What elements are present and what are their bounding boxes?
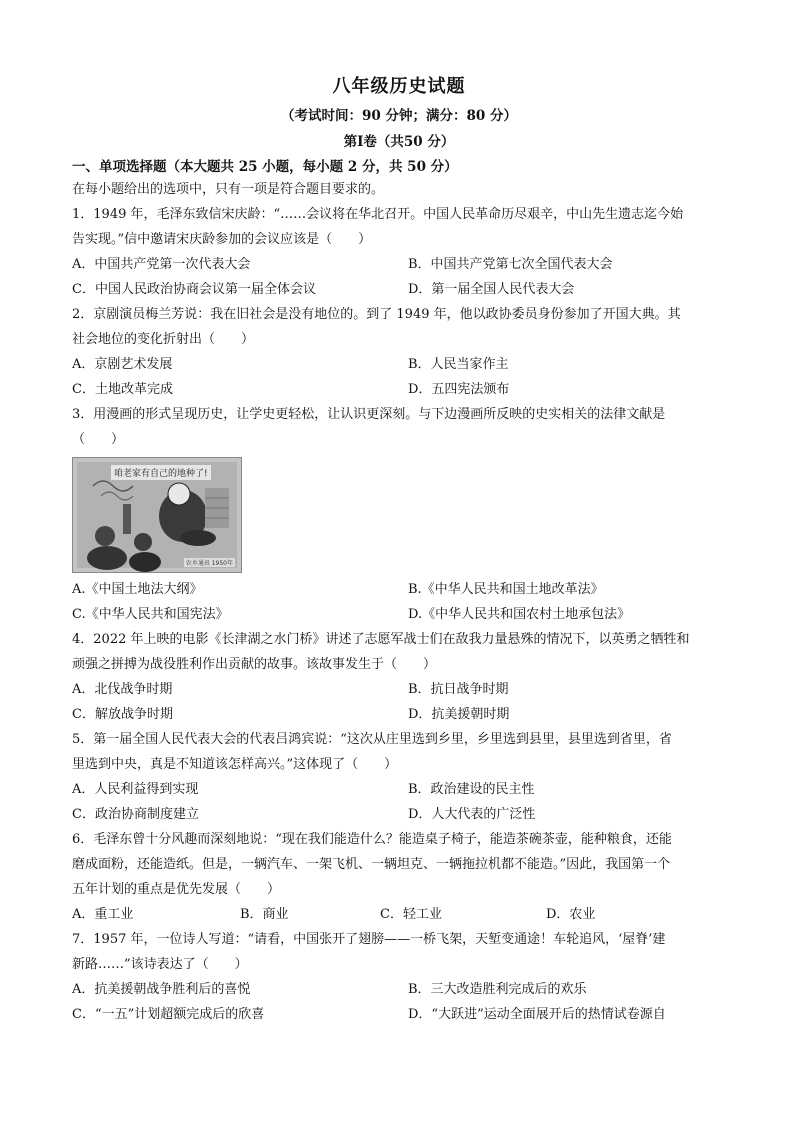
question-6-option-c: C．轻工业 [380, 907, 442, 922]
question-7-option-a: A．抗美援朝战争胜利后的喜悦 [72, 982, 251, 997]
section-heading: 一、单项选择题（本大题共 25 小题，每小题 2 分，共 50 分） [72, 159, 458, 175]
question-5-option-c: C．政治协商制度建立 [72, 807, 199, 822]
question-4-line-2: 顽强之拼搏为战役胜利作出贡献的故事。该故事发生于（ ） [72, 657, 437, 672]
question-4-line-1: 4．2022 年上映的电影《长津湖之水门桥》讲述了志愿军战士们在敌我力量悬殊的情况下，以英勇之牺牲和 [72, 632, 690, 647]
question-3-line-2: （ ） [72, 432, 125, 447]
question-6-option-d: D．农业 [546, 907, 596, 922]
question-6-option-a: A．重工业 [72, 907, 134, 922]
question-1-option-b: B．中国共产党第七次全国代表大会 [408, 257, 613, 272]
question-3-line-1: 3．用漫画的形式呈现历史，让学史更轻松，让认识更深刻。与下边漫画所反映的史实相关的法律文献是 [72, 407, 666, 422]
question-3-option-d: D.《中华人民共和国农村土地承包法》 [408, 607, 631, 622]
question-3-option-a: A.《中国土地法大纲》 [72, 582, 203, 597]
question-3-option-b: B.《中华人民共和国土地改革法》 [408, 582, 604, 597]
cartoon-caption: 咱老家有自己的地种了! [111, 465, 211, 480]
question-5-option-b: B．政治建设的民主性 [408, 782, 535, 797]
question-5-line-1: 5．第一届全国人民代表大会的代表吕鸿宾说：“这次从庄里选到乡里，乡里选到县里，县里选到省里，省 [72, 732, 672, 747]
cartoon-image [72, 457, 242, 573]
question-2-option-c: C．土地改革完成 [72, 382, 173, 397]
exam-title: 八年级历史试题 [332, 76, 466, 97]
question-1-line-2: 告实现。”信中邀请宋庆龄参加的会议应该是（ ） [72, 232, 372, 247]
question-5-line-2: 里选到中央，真是不知道该怎样高兴。”这体现了（ ） [72, 757, 398, 772]
question-7-line-2: 新路……”该诗表达了（ ） [72, 957, 248, 972]
question-2-option-d: D．五四宪法颁布 [408, 382, 510, 397]
question-6-line-1: 6．毛泽东曾十分风趣而深刻地说：“现在我们能造什么？能造桌子椅子，能造茶碗茶壶，能种粮食，还能 [72, 832, 672, 847]
question-1-option-c: C．中国人民政治协商会议第一届全体会议 [72, 282, 316, 297]
question-1-line-1: 1．1949 年，毛泽东致信宋庆龄：“……会议将在华北召开。中国人民革命历尽艰辛，中山先生遗志迄今始 [72, 207, 684, 222]
question-6-line-3: 五年计划的重点是优先发展（ ） [72, 882, 281, 897]
question-1-option-a: A．中国共产党第一次代表大会 [72, 257, 251, 272]
question-4-option-a: A．北伐战争时期 [72, 682, 173, 697]
question-2-option-b: B．人民当家作主 [408, 357, 509, 372]
question-2-line-2: 社会地位的变化折射出（ ） [72, 332, 255, 347]
question-7-line-1: 7．1957 年，一位诗人写道：“请看，中国张开了翅膀——一桥飞架，天堑变通途！车轮追风，‘屋脊’建 [72, 932, 666, 947]
question-4-option-c: C．解放战争时期 [72, 707, 173, 722]
question-4-option-d: D．抗美援朝时期 [408, 707, 510, 722]
question-7-option-c: C．“一五”计划超额完成后的欣喜 [72, 1007, 265, 1022]
volume-heading: 第Ⅰ卷（共50 分） [343, 134, 455, 150]
question-5-option-d: D．人大代表的广泛性 [408, 807, 536, 822]
question-7-option-b: B．三大改造胜利完成后的欢乐 [408, 982, 587, 997]
question-6-option-b: B．商业 [240, 907, 289, 922]
cartoon-note: 农乡通讯 1950年 [185, 560, 233, 567]
question-3-option-c: C.《中华人民共和国宪法》 [72, 607, 229, 622]
question-6-line-2: 磨成面粉，还能造纸。但是，一辆汽车、一架飞机、一辆坦克、一辆拖拉机都不能造。”因此，我国第一个 [72, 857, 671, 872]
question-7-option-d: D．“大跃进”运动全面展开后的热情试卷源自 [408, 1007, 666, 1022]
question-4-option-b: B．抗日战争时期 [408, 682, 509, 697]
question-5-option-a: A．人民利益得到实现 [72, 782, 199, 797]
section-instruction: 在每小题给出的选项中，只有一项是符合题目要求的。 [72, 182, 385, 197]
question-2-option-a: A．京剧艺术发展 [72, 357, 173, 372]
question-2-line-1: 2．京剧演员梅兰芳说：我在旧社会是没有地位的。到了 1949 年，他以政协委员身份参加了开国大典。其 [72, 307, 681, 322]
question-1-option-d: D．第一届全国人民代表大会 [408, 282, 575, 297]
exam-subtitle: （考试时间：90 分钟；满分：80 分） [281, 108, 517, 124]
